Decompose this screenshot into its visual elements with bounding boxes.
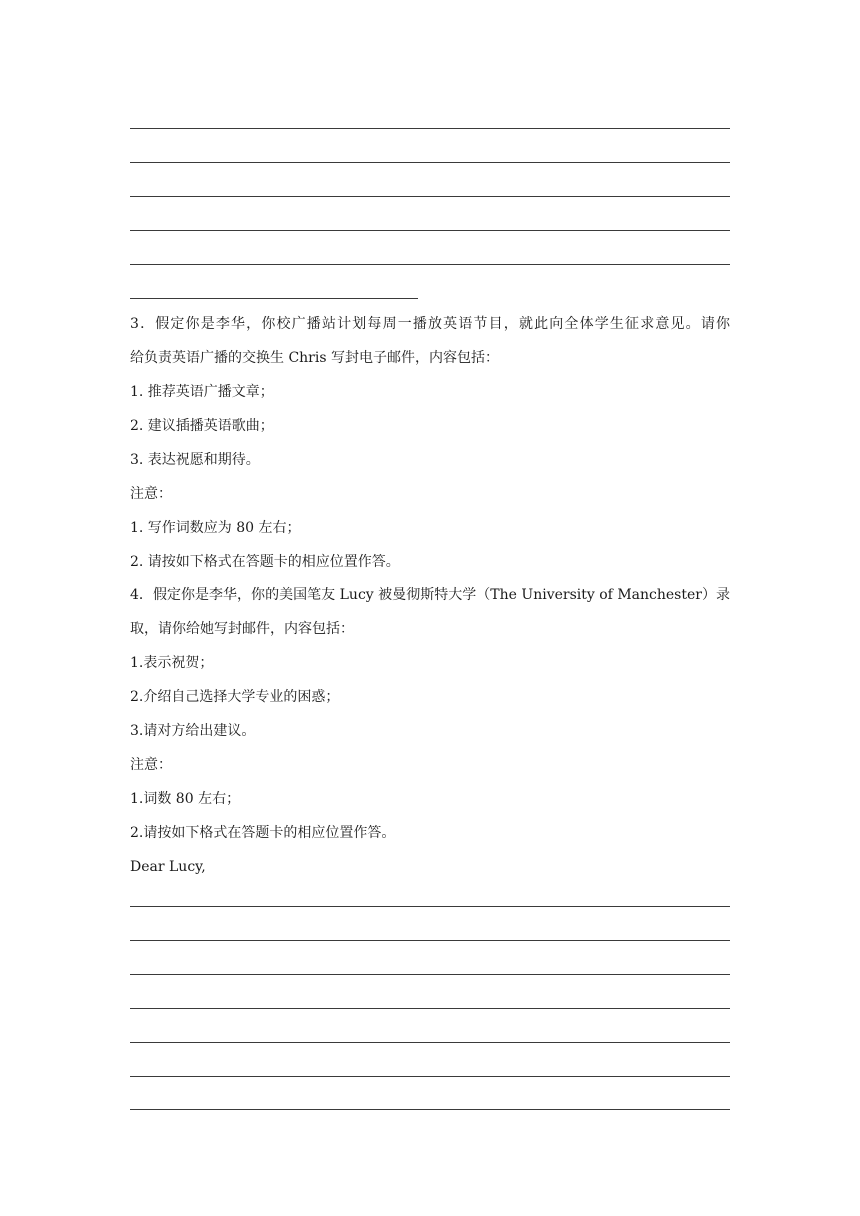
answer-line[interactable]	[130, 264, 730, 265]
answer-line[interactable]	[130, 230, 730, 231]
q3-note-label: 注意：	[130, 486, 172, 502]
q4-stem-line-2: 取，请你给她写封邮件，内容包括：	[130, 621, 354, 637]
q4-point-3: 3.请对方给出建议。	[130, 723, 256, 739]
answer-line[interactable]	[130, 1008, 730, 1009]
q3-stem-line-1: 3．假定你是李华，你校广播站计划每周一播放英语节目，就此向全体学生征求意见。请你	[130, 316, 730, 332]
answer-line[interactable]	[130, 1109, 730, 1110]
answer-line[interactable]	[130, 974, 730, 975]
answer-line[interactable]	[130, 1042, 730, 1043]
q4-stem-line-1: 4．假定你是李华，你的美国笔友 Lucy 被曼彻斯特大学（The University of Manchester）录	[130, 587, 730, 603]
q3-note-2: 2. 请按如下格式在答题卡的相应位置作答。	[130, 554, 400, 570]
answer-line[interactable]	[130, 162, 730, 163]
q3-point-3: 3. 表达祝愿和期待。	[130, 452, 260, 468]
answer-line[interactable]	[130, 128, 730, 129]
q3-point-2: 2. 建议插播英语歌曲；	[130, 418, 274, 434]
q3-point-1: 1. 推荐英语广播文章；	[130, 384, 274, 400]
q4-point-2: 2.介绍自己选择大学专业的困惑；	[130, 689, 340, 705]
q3-stem-line-2: 给负责英语广播的交换生 Chris 写封电子邮件，内容包括：	[130, 350, 499, 366]
q4-note-1: 1.词数 80 左右；	[130, 791, 241, 807]
answer-line[interactable]	[130, 906, 730, 907]
answer-line-short[interactable]	[130, 298, 418, 299]
q3-note-1: 1. 写作词数应为 80 左右；	[130, 520, 301, 536]
q4-note-label: 注意：	[130, 757, 172, 773]
answer-line[interactable]	[130, 1076, 730, 1077]
q4-point-1: 1.表示祝贺；	[130, 655, 214, 671]
answer-line[interactable]	[130, 940, 730, 941]
q4-salutation: Dear Lucy,	[130, 859, 206, 875]
answer-line[interactable]	[130, 196, 730, 197]
q4-note-2: 2.请按如下格式在答题卡的相应位置作答。	[130, 825, 396, 841]
